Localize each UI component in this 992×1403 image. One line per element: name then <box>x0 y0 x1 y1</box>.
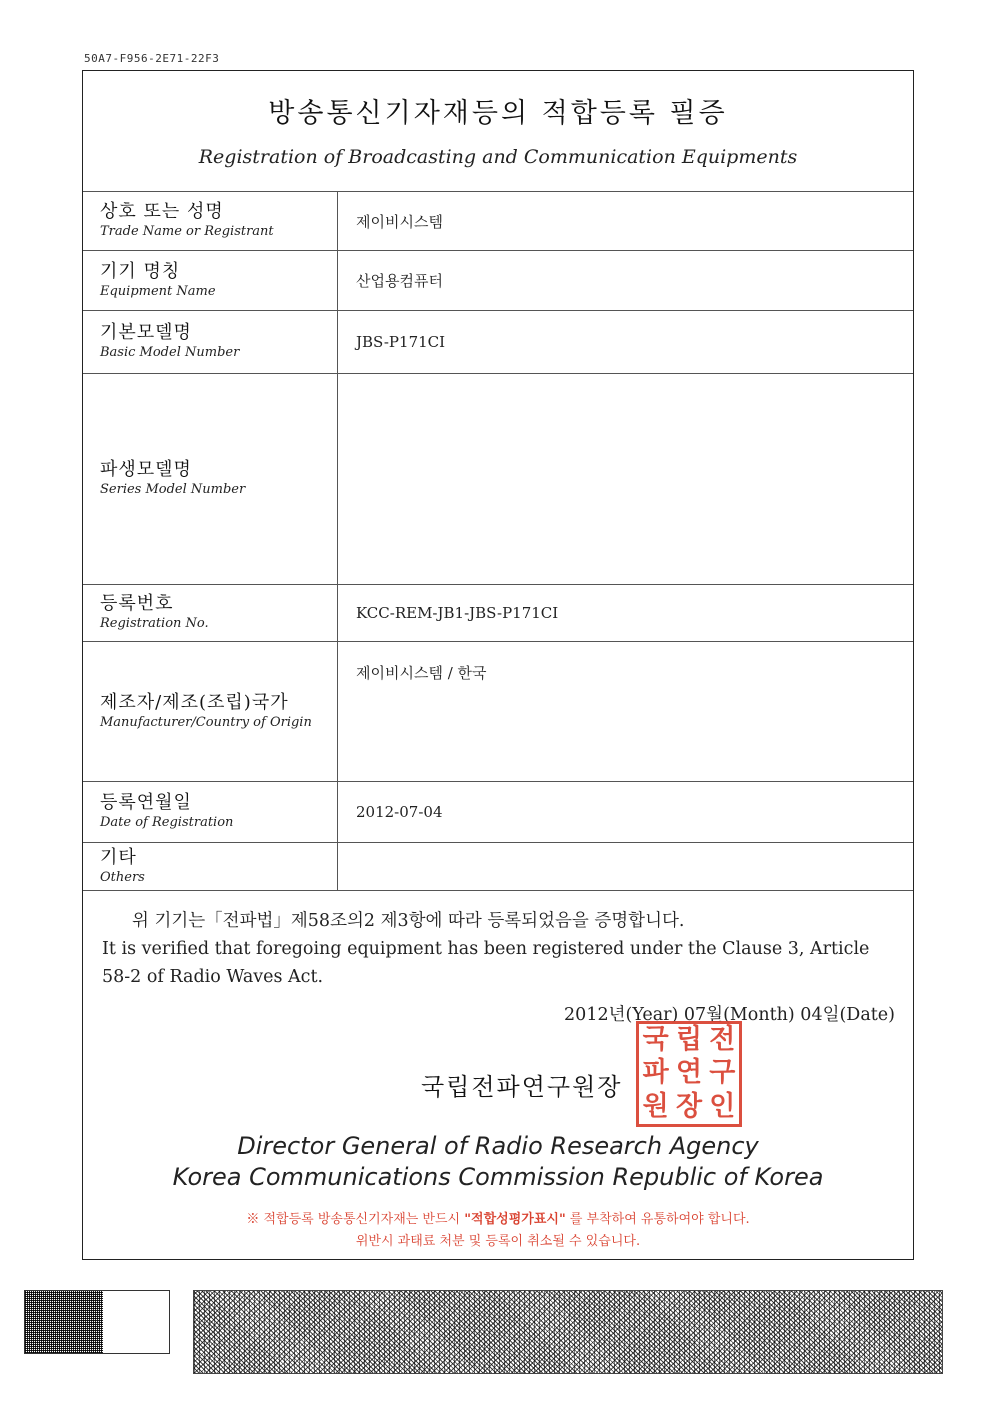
field-row-others <box>83 842 913 891</box>
seal-char: 구 <box>709 1057 736 1089</box>
field-value-basic-model: JBS-P171CI <box>356 333 446 351</box>
statement-english: It is verified that foregoing equipment has been registered under the Clause 3, Article 58-2 of Radio Waves Act. <box>102 939 870 987</box>
field-label <box>83 843 338 890</box>
director-line-2: Korea Communications Commission Republic of Korea <box>172 1163 824 1191</box>
field-label-english: Manufacturer/Country of Origin <box>100 714 312 730</box>
statement-korean: 위 기기는「전파법」제58조의2 제3항에 따라 등록되었음을 증명합니다. <box>132 911 685 931</box>
field-label-korean: 기본모델명 <box>100 322 192 343</box>
field-label-english: Registration No. <box>100 616 209 631</box>
field-label <box>83 585 338 641</box>
official-seal-stamp <box>636 1021 742 1127</box>
director-line-1: Director General of Radio Research Agency <box>237 1132 759 1160</box>
field-value-registration-date: 2012-07-04 <box>356 803 443 821</box>
field-label-korean: 파생모델명 <box>100 459 192 480</box>
field-label-english: Others <box>100 869 145 885</box>
field-label-english: Series Model Number <box>100 482 246 497</box>
field-value-others <box>338 843 913 890</box>
field-label <box>83 192 338 250</box>
field-row-trade-name <box>83 191 913 250</box>
seal-char: 파 <box>642 1057 669 1089</box>
issue-date: 2012년(Year) 07월(Month) 04일(Date) <box>564 1005 895 1025</box>
field-label <box>83 374 338 584</box>
field-row-basic-model <box>83 310 913 373</box>
field-label-korean: 등록연월일 <box>100 792 192 813</box>
field-row-registration-date <box>83 781 913 842</box>
field-label <box>83 311 338 373</box>
field-label-english: Trade Name or Registrant <box>100 224 274 239</box>
notice-line-1 <box>83 1209 913 1231</box>
barcode-pattern <box>25 1291 103 1353</box>
seal-char: 인 <box>709 1090 736 1122</box>
issuer-korean: 국립전파연구원장 <box>421 1073 623 1101</box>
field-value-series-model <box>338 374 913 584</box>
field-label-english: Equipment Name <box>100 283 216 299</box>
field-label-korean: 등록번호 <box>100 593 174 614</box>
seal-char: 연 <box>675 1057 703 1089</box>
seal-char: 전 <box>709 1024 736 1055</box>
field-label-korean: 제조자/제조(조립)국가 <box>100 691 289 713</box>
verification-statement <box>102 907 902 991</box>
field-label <box>83 782 338 842</box>
field-value-trade-name: 제이비시스템 <box>356 212 443 231</box>
field-label-english: Date of Registration <box>100 815 234 830</box>
field-row-equipment-name <box>83 250 913 310</box>
notice-prefix: ※ 적합등록 방송통신기자재는 반드시 <box>246 1212 461 1227</box>
field-value-manufacturer: 제이비시스템 / 한국 <box>356 664 487 682</box>
field-label-korean: 기기 명칭 <box>100 260 181 282</box>
field-value-registration-no: KCC-REM-JB1-JBS-P171CI <box>356 604 559 622</box>
notice-emphasis: "적합성평가표시" <box>464 1212 566 1227</box>
barcode-left-image <box>24 1290 170 1354</box>
field-label-english: Basic Model Number <box>100 345 240 360</box>
field-label <box>83 642 338 781</box>
director-signature-block <box>83 1131 913 1193</box>
registration-table <box>83 191 913 891</box>
title-korean: 방송통신기자재등의 적합등록 필증 <box>268 98 728 129</box>
field-label-korean: 기타 <box>100 846 137 868</box>
seal-char: 장 <box>675 1090 703 1122</box>
notice-suffix: 를 부착하여 유통하여야 합니다. <box>569 1212 750 1227</box>
barcode-right-image <box>193 1290 943 1374</box>
field-value-equipment-name: 산업용컴퓨터 <box>356 272 443 290</box>
seal-char: 국 <box>642 1024 669 1055</box>
field-label-korean: 상호 또는 성명 <box>100 201 224 222</box>
field-row-manufacturer <box>83 641 913 781</box>
title-english: Registration of Broadcasting and Communication Equipments <box>198 146 798 168</box>
certificate-frame <box>82 70 914 1260</box>
warning-notice <box>83 1209 913 1253</box>
field-label <box>83 251 338 310</box>
seal-char: 립 <box>675 1024 703 1055</box>
notice-line-2: 위반시 과태료 처분 및 등록이 취소될 수 있습니다. <box>355 1234 641 1249</box>
seal-char: 원 <box>642 1090 669 1122</box>
field-row-series-model <box>83 373 913 584</box>
document-id: 50A7-F956-2E71-22F3 <box>84 52 220 65</box>
field-row-registration-no <box>83 584 913 641</box>
